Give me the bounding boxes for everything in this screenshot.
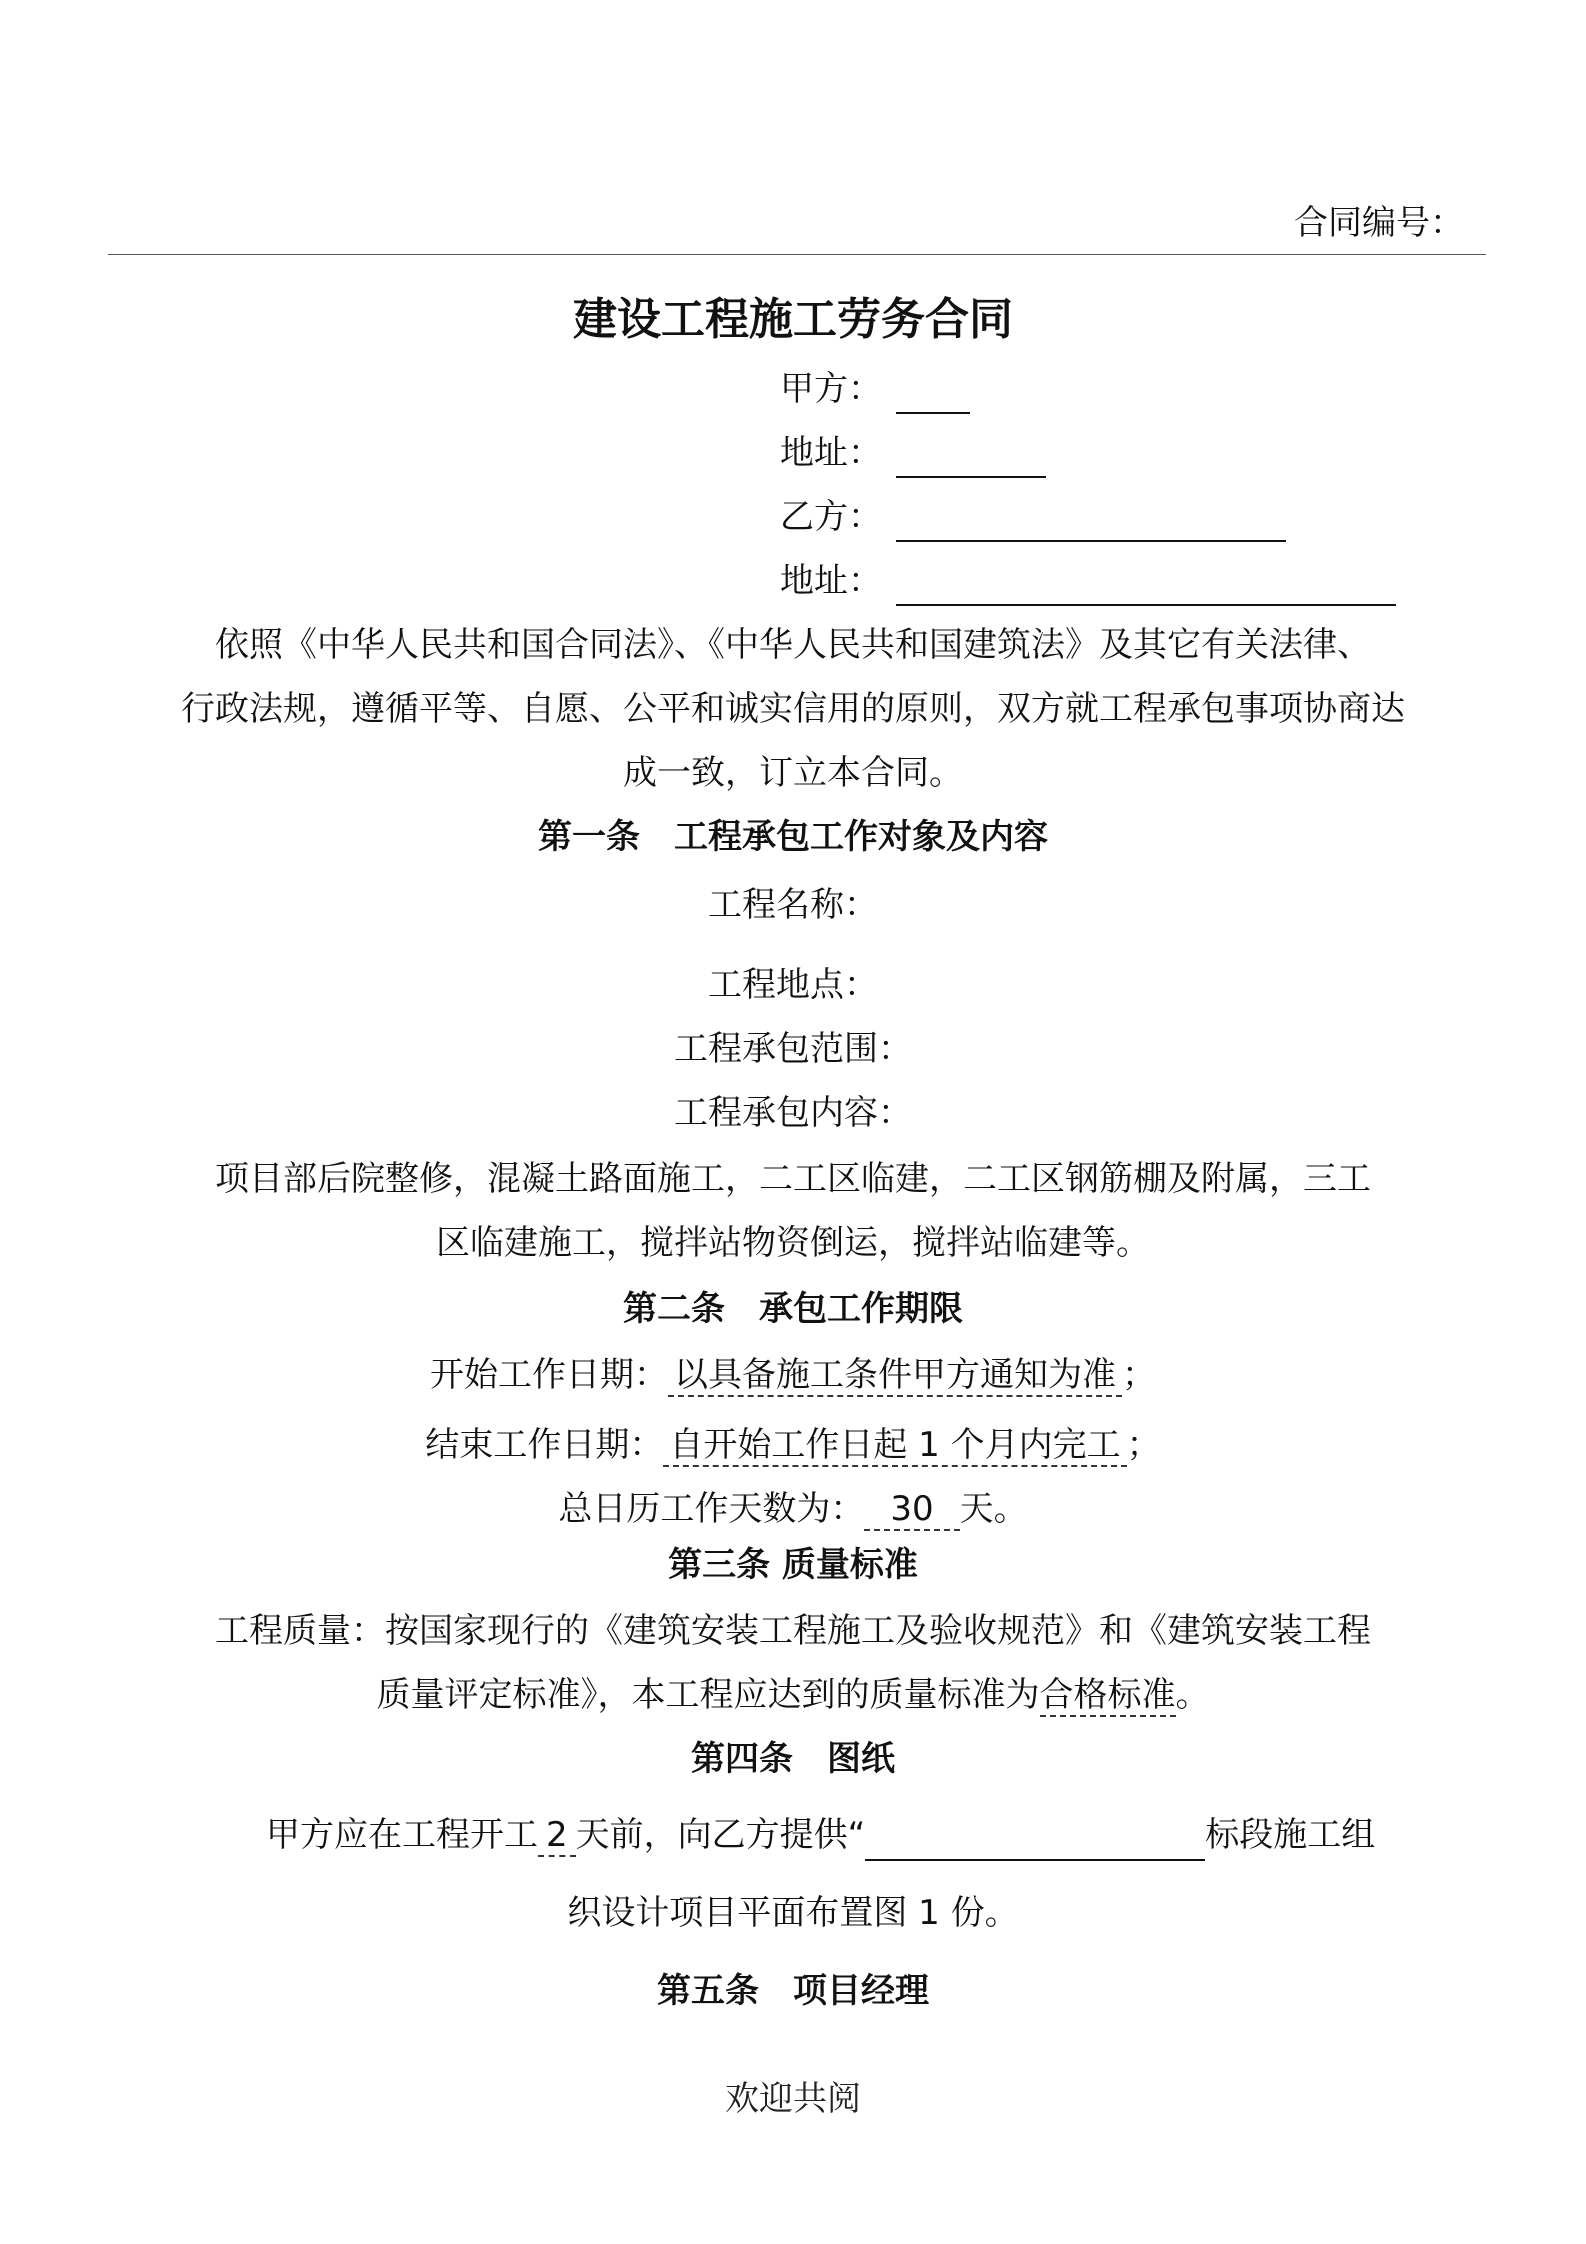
party-a-address-label: 地址：: [780, 433, 882, 473]
content-line-1: 项目部后院整修，混凝土路面施工，二工区临建，二工区钢筋棚及附属，三工: [215, 1159, 1371, 1199]
article-4-heading: 第四条 图纸: [691, 1739, 895, 1779]
drawings-line-1-mid: 天前，向乙方提供“: [575, 1815, 866, 1855]
start-date-label: 开始工作日期：: [430, 1355, 668, 1395]
quality-line-1: 工程质量：按国家现行的《建筑安装工程施工及验收规范》和《建筑安装工程: [215, 1611, 1371, 1651]
contract-number-label: 合同编号：: [1294, 203, 1464, 243]
article-3-heading: 第三条 质量标准: [668, 1545, 918, 1585]
total-days-value: 30: [864, 1489, 959, 1531]
article-2-heading: 第二条 承包工作期限: [623, 1289, 963, 1329]
party-a-row: [780, 364, 970, 414]
total-days-suffix: 天。: [959, 1489, 1028, 1529]
quality-standard-value: 合格标准: [1039, 1675, 1176, 1715]
total-days-label: 总日历工作天数为：: [558, 1489, 865, 1529]
party-a-label: 甲方：: [780, 369, 882, 409]
content-line-2: 区临建施工，搅拌站物资倒运，搅拌站临建等。: [436, 1223, 1150, 1263]
start-date-row: [0, 1350, 1586, 1400]
drawings-section-blank: [865, 1821, 1205, 1861]
drawings-line-1-suffix: 标段施工组: [1205, 1815, 1376, 1855]
project-name-label: 工程名称：: [708, 885, 878, 925]
start-date-value: 以具备施工条件甲方通知为准: [668, 1355, 1122, 1397]
start-date-suffix: ；: [1122, 1355, 1156, 1395]
end-date-row: [0, 1420, 1586, 1470]
party-a-blank: [896, 374, 970, 414]
drawings-days-value: 2: [538, 1815, 576, 1857]
preamble-line-2: 行政法规，遵循平等、自愿、公平和诚实信用的原则，双方就工程承包事项协商达: [181, 689, 1405, 729]
end-date-label: 结束工作日期：: [425, 1425, 664, 1465]
quality-line-2-prefix: 质量评定标准》，本工程应达到的质量标准为: [376, 1675, 1040, 1715]
project-location-label: 工程地点：: [708, 965, 878, 1005]
party-b-blank: [896, 502, 1286, 542]
party-b-address-label: 地址：: [780, 561, 882, 601]
article-1-heading: 第一条 工程承包工作对象及内容: [538, 817, 1048, 857]
drawings-line-1: [266, 1810, 1375, 1861]
party-b-row: [780, 492, 1286, 542]
drawings-line-2: 织设计项目平面布置图 1 份。: [567, 1893, 1019, 1933]
drawings-line-1-prefix: 甲方应在工程开工: [266, 1815, 538, 1855]
preamble-line-3: 成一致，订立本合同。: [623, 753, 963, 793]
party-a-address-row: [780, 428, 1046, 478]
party-b-address-row: [780, 556, 1396, 606]
article-5-heading: 第五条 项目经理: [657, 1971, 929, 2011]
document-title: 建设工程施工劳务合同: [573, 294, 1013, 345]
scope-label: 工程承包范围：: [674, 1029, 912, 1069]
party-a-address-blank: [896, 438, 1046, 478]
quality-line-2-suffix: 。: [1175, 1675, 1210, 1715]
preamble-line-1: 依照《中华人民共和国合同法》、《中华人民共和国建筑法》及其它有关法律、: [215, 625, 1371, 665]
party-b-address-blank: [896, 566, 1396, 606]
page-footer: 欢迎共阅: [725, 2079, 861, 2119]
header-divider: [108, 254, 1486, 255]
party-b-label: 乙方：: [780, 497, 882, 537]
content-label: 工程承包内容：: [674, 1093, 912, 1133]
end-date-value: 自开始工作日起 1 个月内完工: [663, 1425, 1126, 1467]
total-days-row: [0, 1484, 1586, 1534]
quality-line-2: [0, 1670, 1586, 1720]
end-date-suffix: ；: [1126, 1425, 1161, 1465]
